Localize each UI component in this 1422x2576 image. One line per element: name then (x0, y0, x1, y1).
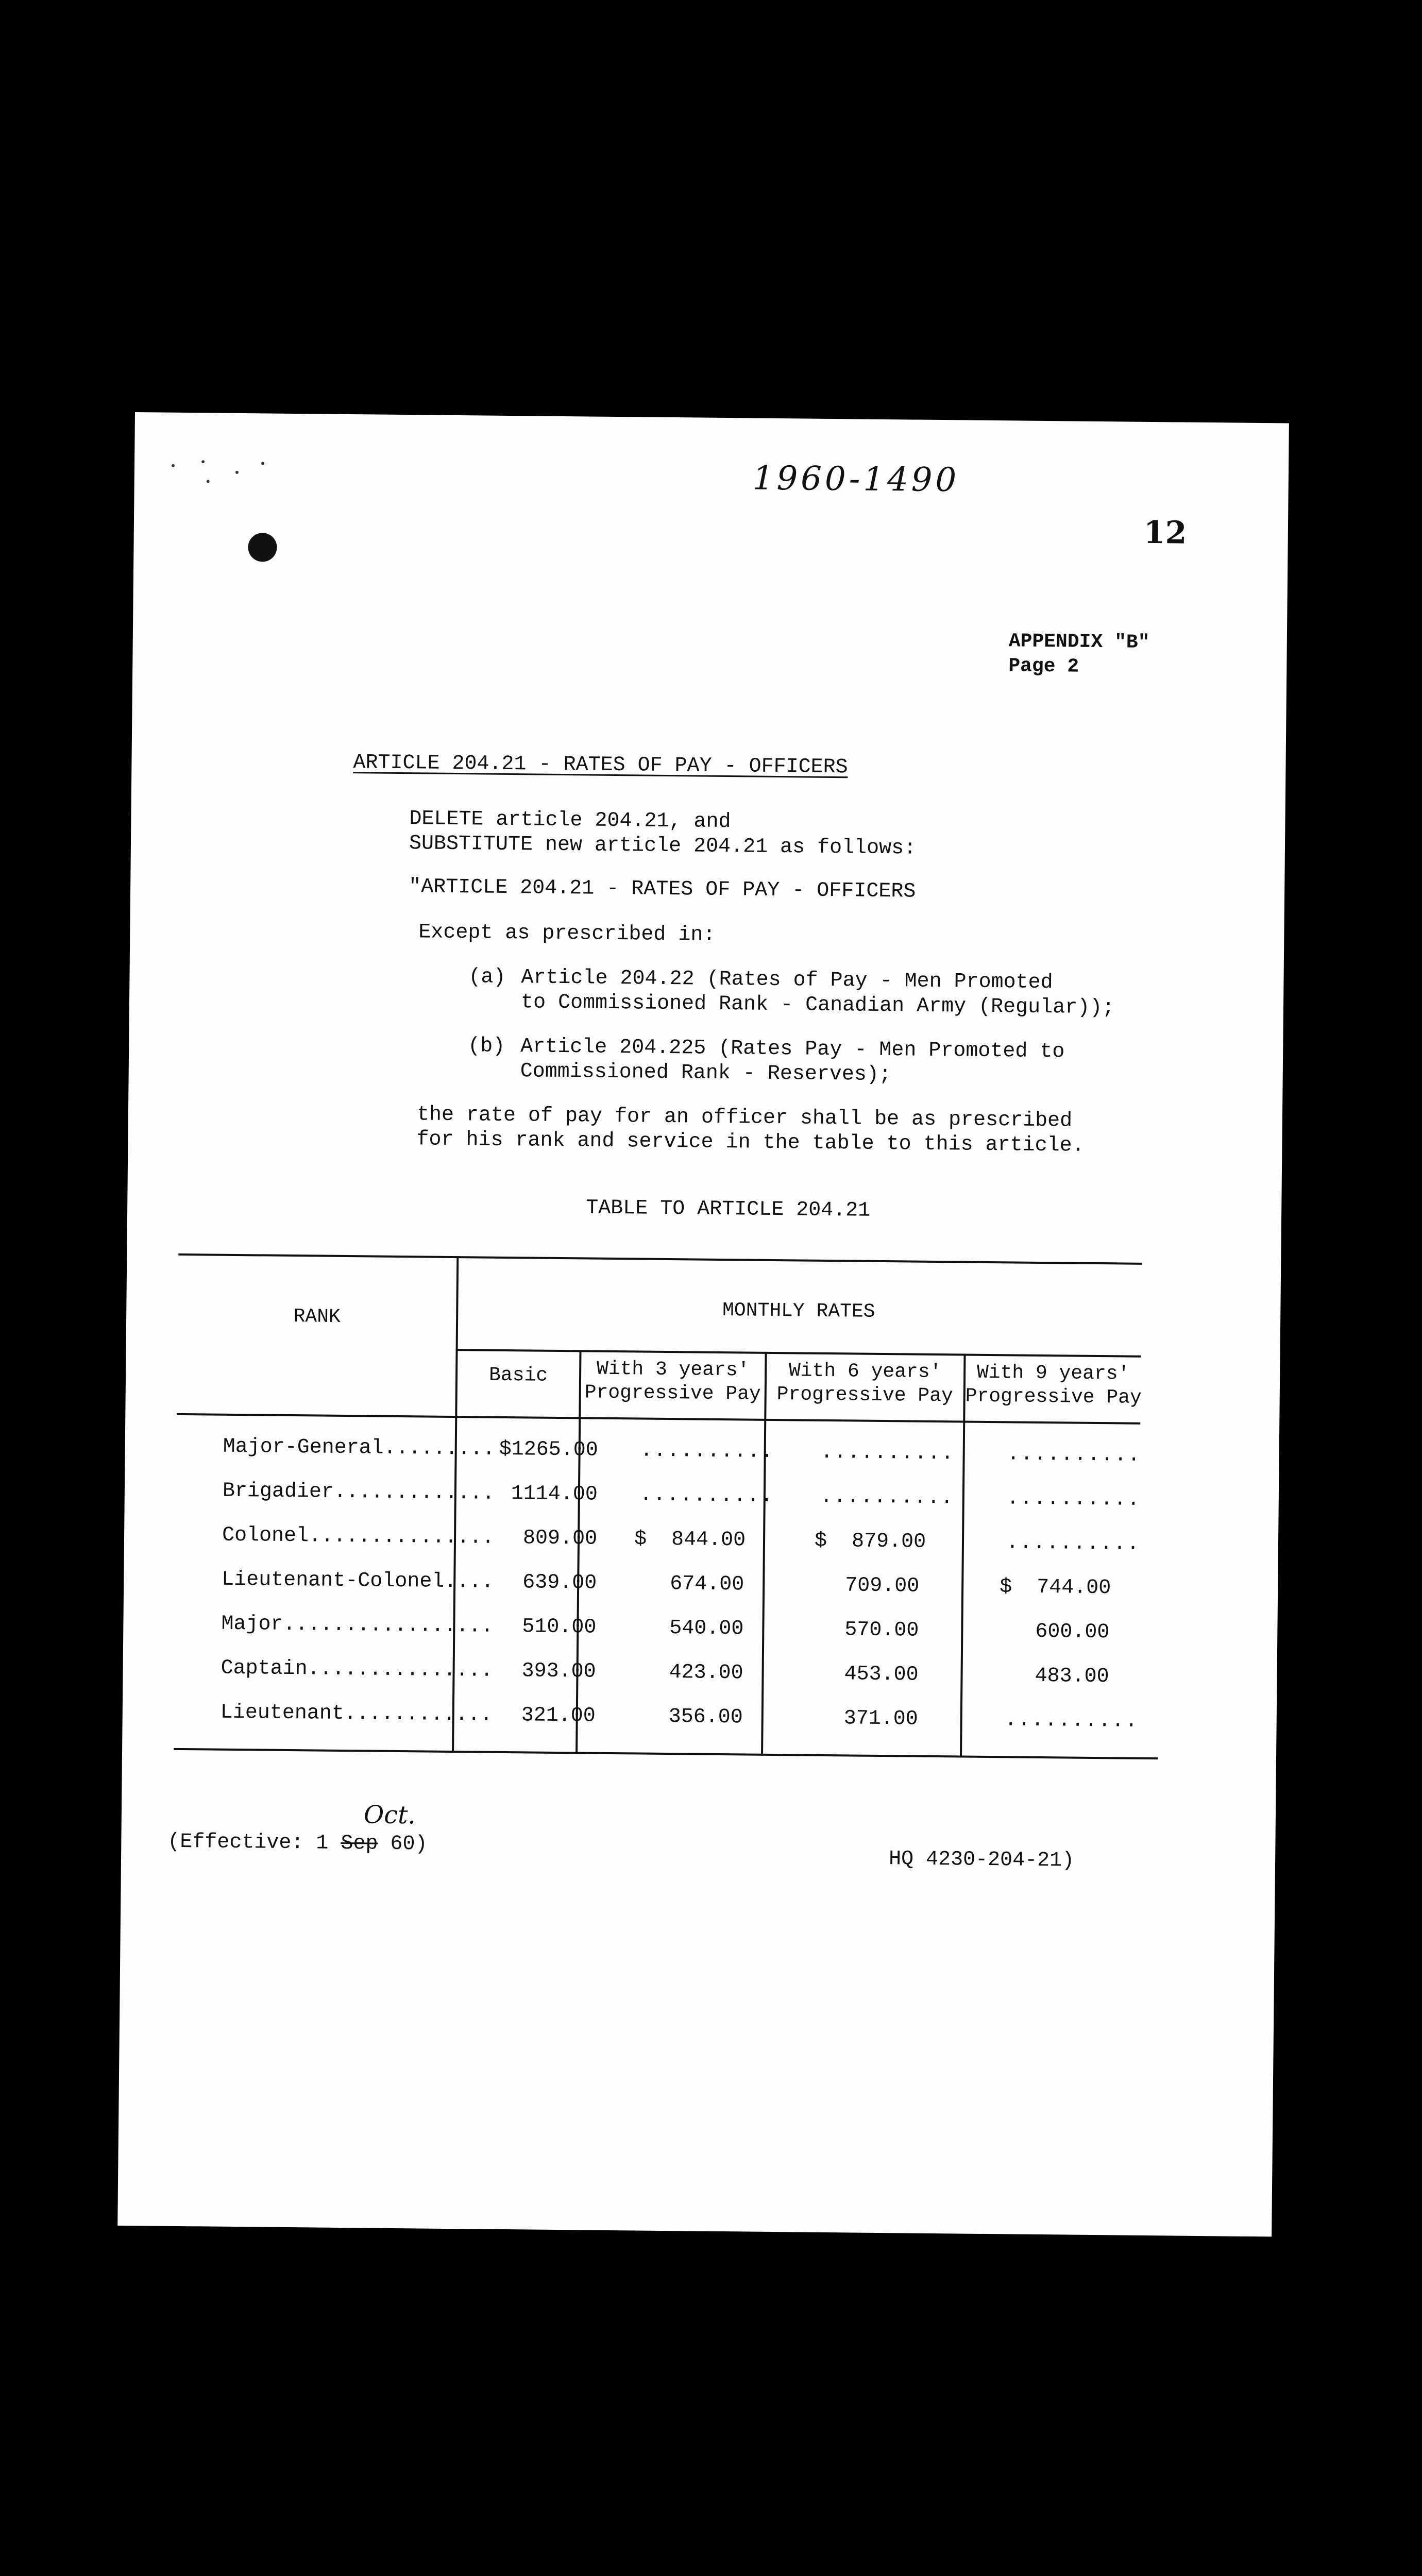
basic-header: Basic (488, 1364, 548, 1387)
col6-divider (960, 1354, 966, 1758)
intro-line-2: SUBSTITUTE new article 204.21 as follows: (409, 832, 917, 860)
rank-colonel: Colonel............... (222, 1523, 495, 1550)
punch-hole (248, 533, 277, 562)
y6-colonel: $ 879.00 (814, 1529, 926, 1554)
table-top-rule (178, 1253, 1142, 1265)
basic-column-divider (575, 1350, 582, 1754)
rank-major: Major................. (221, 1612, 494, 1638)
y6-lieutenant: 371.00 (843, 1707, 918, 1731)
speck (207, 480, 210, 483)
appendix-label: APPENDIX "B" (1008, 630, 1150, 654)
item-a-label: (a) (468, 965, 506, 989)
y3-captain: 423.00 (669, 1661, 743, 1685)
speck (172, 464, 175, 467)
effective-handwritten-month: Oct. (363, 1800, 416, 1830)
monthly-rule (456, 1349, 1141, 1358)
except-line: Except as prescribed in: (418, 921, 716, 947)
item-b-label: (b) (467, 1035, 505, 1058)
effective-prefix: (Effective: 1 (167, 1830, 341, 1855)
item-b-line-1: Article 204.225 (Rates Pay - Men Promoted to (520, 1035, 1065, 1064)
article-heading (353, 750, 848, 781)
closing-line-2: for his rank and service in the table to this article. (416, 1128, 1085, 1158)
page-number: 12 (1143, 514, 1187, 551)
effective-suffix: 60) (378, 1832, 428, 1856)
basic-lieutenant-colonel: 639.00 (522, 1571, 597, 1595)
closing-line-1: the rate of pay for an officer shall be as prescribed (416, 1103, 1073, 1133)
y9-brigadier: .......... (1006, 1487, 1141, 1512)
effective-line (167, 1829, 428, 1858)
col3-divider (761, 1352, 767, 1756)
speck (201, 460, 205, 463)
article-heading-text: ARTICLE 204.21 - RATES OF PAY - OFFICERS (353, 751, 848, 779)
y9-major: 600.00 (1035, 1620, 1110, 1645)
basic-brigadier: 1114.00 (511, 1482, 598, 1506)
y3-colonel: $ 844.00 (634, 1528, 746, 1552)
basic-colonel: 809.00 (522, 1527, 598, 1551)
item-b-line-2: Commissioned Rank - Reserves); (520, 1060, 892, 1087)
table-bottom-rule (174, 1748, 1158, 1759)
y3-brigadier: .......... (639, 1483, 774, 1508)
basic-lieutenant: 321.00 (521, 1704, 596, 1728)
basic-major: 510.00 (522, 1615, 597, 1639)
y9-lieutenant-colonel: $ 744.00 (999, 1575, 1111, 1600)
document-page (117, 412, 1289, 2236)
y3-major: 540.00 (669, 1617, 744, 1641)
col6-header: With 6 years' Progressive Pay (776, 1360, 953, 1408)
y3-lieutenant: 356.00 (668, 1705, 743, 1730)
y3-major-general: .......... (640, 1439, 774, 1464)
item-a-line-2: to Commissioned Rank - Canadian Army (Regular)); (520, 991, 1115, 1020)
y3-lieutenant-colonel: 674.00 (669, 1572, 744, 1597)
y6-captain: 453.00 (844, 1663, 919, 1687)
rank-header: RANK (293, 1306, 341, 1328)
rank-major-general: Major-General......... (223, 1435, 496, 1461)
y9-colonel: .......... (1006, 1531, 1141, 1556)
appendix-page: Page 2 (1008, 655, 1079, 678)
monthly-rates-header: MONTHLY RATES (722, 1299, 875, 1323)
y9-lieutenant: .......... (1004, 1708, 1139, 1733)
intro-line-1: DELETE article 204.21, and (409, 807, 731, 834)
header-bottom-rule (177, 1413, 1140, 1425)
basic-major-general: $1265.00 (499, 1437, 598, 1462)
quoted-heading: "ARTICLE 204.21 - RATES OF PAY - OFFICERS (408, 875, 916, 904)
rank-brigadier: Brigadier............. (222, 1479, 495, 1505)
rank-lieutenant-colonel: Lieutenant-Colonel.... (222, 1568, 494, 1594)
y6-brigadier: .......... (820, 1485, 955, 1510)
y9-major-general: .......... (1007, 1443, 1141, 1467)
y6-major-general: .......... (820, 1440, 955, 1466)
y6-major: 570.00 (844, 1618, 919, 1642)
col9-header: With 9 years' Progressive Pay (965, 1361, 1142, 1409)
rank-captain: Captain............... (221, 1656, 493, 1683)
effective-struck-month: Sep (341, 1832, 378, 1856)
rank-lieutenant: Lieutenant............ (220, 1701, 493, 1727)
y6-lieutenant-colonel: 709.00 (844, 1574, 920, 1598)
y9-captain: 483.00 (1035, 1664, 1109, 1689)
item-a-line-1: Article 204.22 (Rates of Pay - Men Promoted (521, 966, 1053, 995)
speck (261, 462, 264, 465)
table-title: TABLE TO ARTICLE 204.21 (585, 1196, 871, 1223)
col3-header: With 3 years' Progressive Pay (584, 1358, 761, 1405)
speck (235, 471, 239, 474)
handwritten-file-ref: 1960-1490 (752, 459, 960, 500)
basic-captain: 393.00 (521, 1659, 596, 1684)
hq-reference: HQ 4230-204-21) (888, 1848, 1075, 1873)
